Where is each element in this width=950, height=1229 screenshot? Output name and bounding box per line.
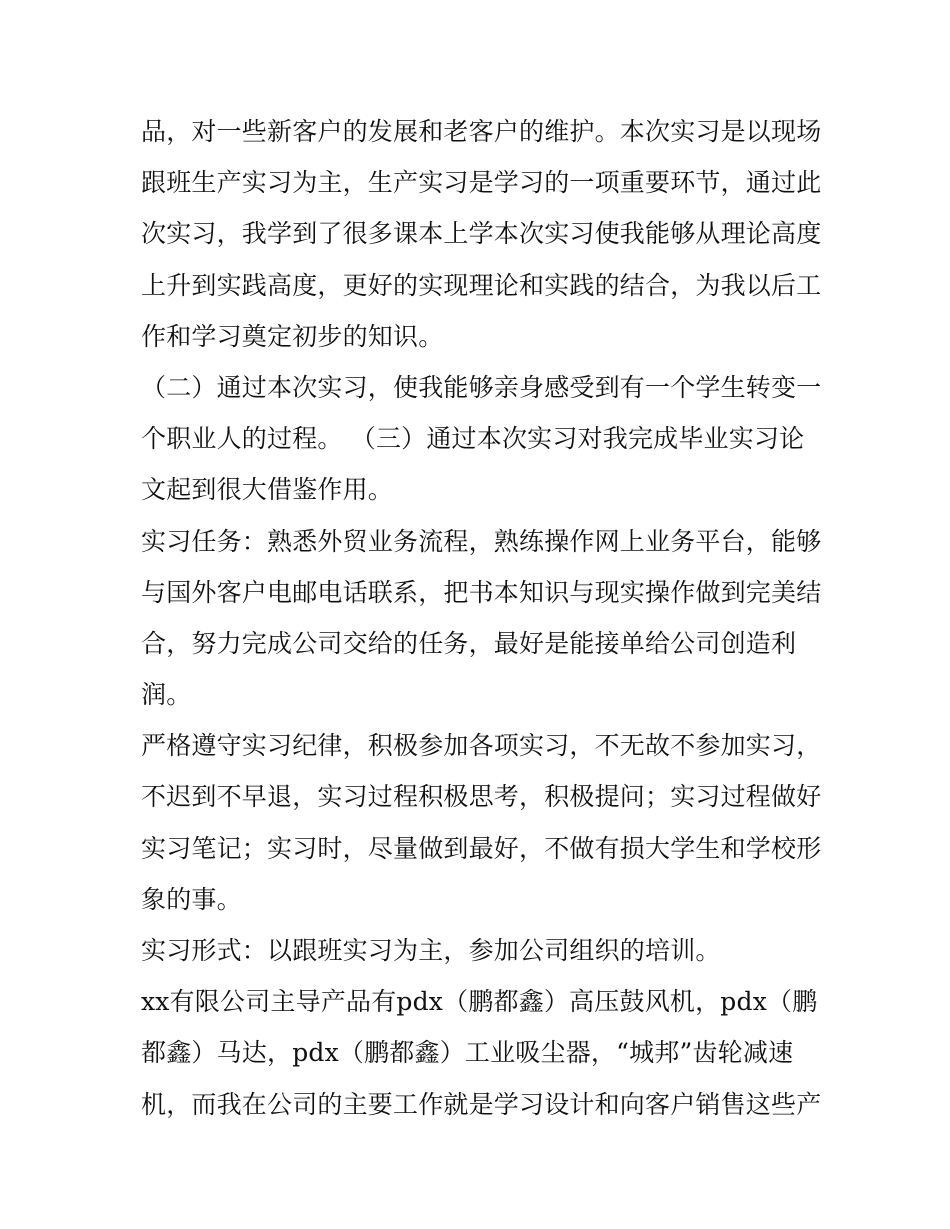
text-line: 上升到实践高度，更好的实现理论和实践的结合，为我以后工	[141, 270, 822, 300]
text-line: 实习笔记；实习时，尽量做到最好，不做有损大学生和学校形	[141, 833, 822, 863]
text-line: 严格遵守实习纪律，积极参加各项实习，不无故不参加实习，	[141, 731, 822, 761]
text-line: 机，而我在公司的主要工作就是学习设计和向客户销售这些产	[141, 1089, 822, 1119]
text-line: xx有限公司主导产品有pdx（鹏都鑫）高压鼓风机，pdx（鹏	[141, 987, 818, 1017]
text-line: 实习形式：以跟班实习为主，参加公司组织的培训。	[141, 936, 721, 965]
document-body	[141, 106, 821, 1130]
text-line: 与国外客户电邮电话联系，把书本知识与现实操作做到完美结	[141, 577, 822, 607]
text-line: 品，对一些新客户的发展和老客户的维护。本次实习是以现场	[141, 117, 822, 146]
text-line: 个职业人的过程。 （三）通过本次实习对我完成毕业实习论	[141, 424, 805, 454]
text-line: 象的事。	[141, 884, 242, 914]
text-line: （二）通过本次实习，使我能够亲身感受到有一个学生转变一	[141, 372, 822, 402]
text-line: 润。	[141, 680, 192, 710]
text-line: 次实习，我学到了很多课本上学本次实习使我能够从理论高度	[141, 219, 822, 249]
text-line: 实习任务：熟悉外贸业务流程，熟练操作网上业务平台，能够	[141, 526, 822, 556]
text-line: 都鑫）马达，pdx（鹏都鑫）工业吸尘器，“城邦”齿轮减速	[141, 1038, 794, 1068]
text-line: 文起到很大借鉴作用。	[141, 475, 394, 505]
text-line: 作和学习奠定初步的知识。	[141, 321, 444, 351]
text-line: 合，努力完成公司交给的任务，最好是能接单给公司创造利	[141, 628, 797, 658]
text-line: 不迟到不早退，实习过程积极思考，积极提问；实习过程做好	[141, 782, 822, 812]
text-line: 跟班生产实习为主，生产实习是学习的一项重要环节，通过此	[141, 168, 822, 198]
